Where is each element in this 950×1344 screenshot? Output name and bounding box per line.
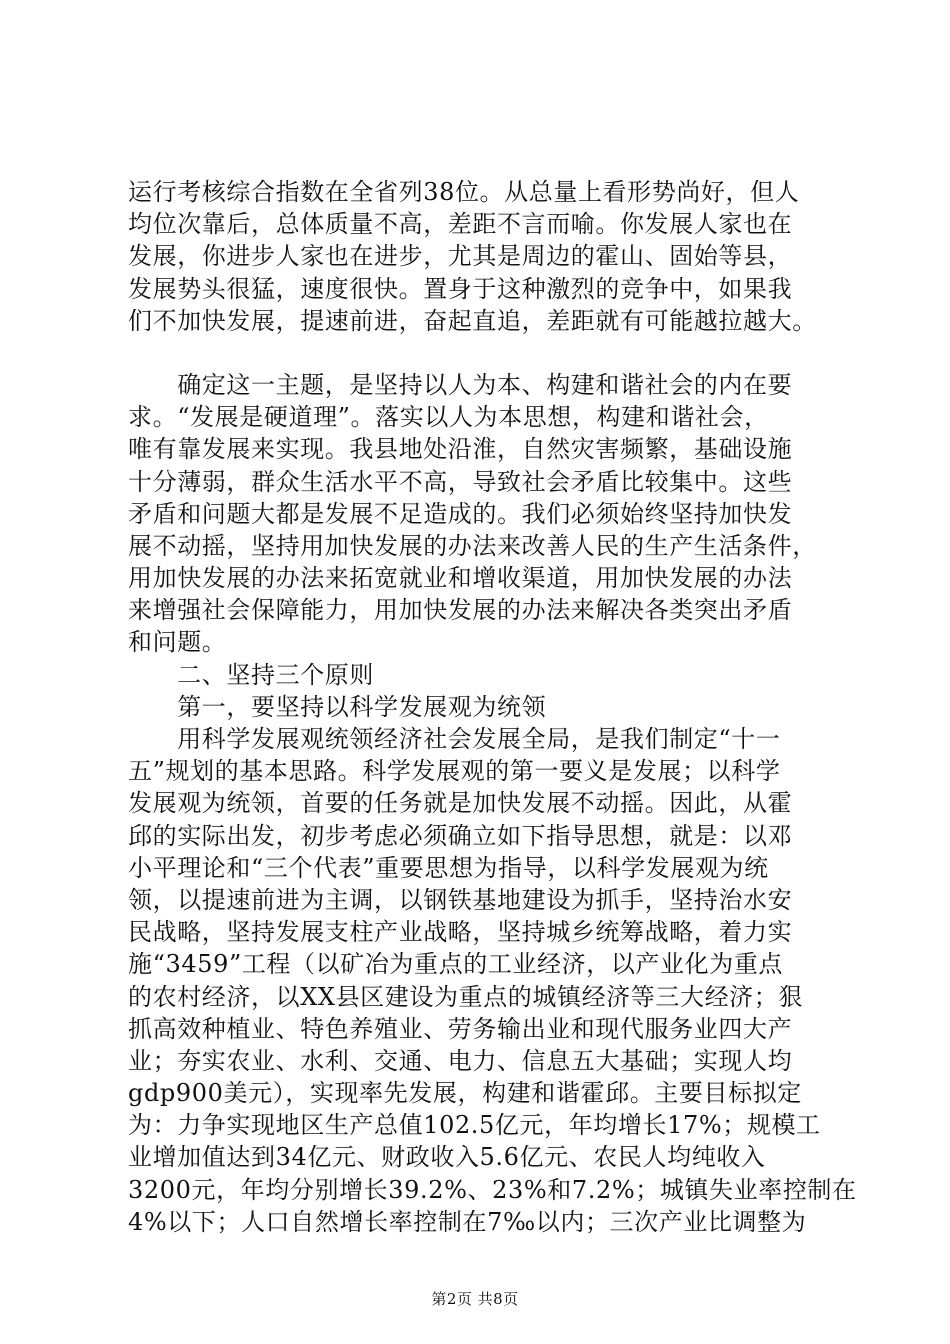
text-line: 3200元，年均分别增长39.2%、23%和7.2%；城镇失业率控制在 (128, 1175, 857, 1204)
page-number-footer: 第2页 共8页 (431, 1290, 519, 1308)
text-line: 展不动摇，坚持用加快发展的办法来改善人民的生产生活条件， (128, 531, 817, 560)
text-line: 均位次靠后，总体质量不高，差距不言而喻。你发展人家也在 (128, 210, 793, 239)
text-line: 确定这一主题，是坚持以人为本、构建和谐社会的内在要 (128, 370, 793, 399)
text-line: 运行考核综合指数在全省列38位。从总量上看形势尚好，但人 (128, 178, 800, 206)
text-line: 发展势头很猛，速度很快。置身于这种激烈的竞争中，如果我 (128, 274, 793, 303)
subsection-heading: 第一，要坚持以科学发展观为统领 (128, 692, 547, 721)
text-line: 求。“发展是硬道理”。落实以人为本思想，构建和谐社会， (128, 403, 769, 432)
text-line: 小平理论和“三个代表”重要思想为指导，以科学发展观为统 (128, 853, 769, 882)
paragraph-gap (128, 337, 840, 369)
text-line: gdp900美元），实现率先发展，构建和谐霍邱。主要目标拟定 (128, 1079, 802, 1108)
text-line: 五”规划的基本思路。科学发展观的第一要义是发展；以科学 (128, 757, 781, 786)
text-line: 施“3459”工程（以矿冶为重点的工业经济，以产业化为重点 (128, 950, 784, 979)
text-line: 发展，你进步人家也在进步，尤其是周边的霍山、固始等县， (128, 242, 793, 271)
text-line: 邱的实际出发，初步考虑必须确立如下指导思想，就是：以邓 (128, 821, 793, 850)
text-line: 发展观为统领，首要的任务就是加快发展不动摇。因此，从霍 (128, 789, 793, 818)
text-line: 抓高效种植业、特色养殖业、劳务输出业和现代服务业四大产 (128, 1014, 793, 1043)
text-line: 领，以提速前进为主调，以钢铁基地建设为抓手，坚持治水安 (128, 885, 793, 914)
text-line: 用科学发展观统领经济社会发展全局，是我们制定“十一 (128, 725, 781, 753)
text-line: 们不加快发展，提速前进，奋起直追，差距就有可能越拉越大。 (128, 306, 817, 335)
text-line: 十分薄弱，群众生活水平不高，导致社会矛盾比较集中。这些 (128, 467, 793, 496)
text-line: 和问题。 (128, 628, 227, 657)
section-heading: 二、坚持三个原则 (128, 660, 374, 689)
document-body (128, 176, 857, 1238)
text-line: 业增加值达到34亿元、财政收入5.6亿元、农民人均纯收入 (128, 1143, 766, 1172)
text-line: 用加快发展的办法来拓宽就业和增收渠道，用加快发展的办法 (128, 564, 793, 593)
text-line: 来增强社会保障能力，用加快发展的办法来解决各类突出矛盾 (128, 596, 793, 625)
text-line: 为：力争实现地区生产总值102.5亿元，年均增长17%；规模工 (128, 1111, 821, 1140)
text-line: 4%以下；人口自然增长率控制在7‰以内；三次产业比调整为 (128, 1207, 807, 1236)
text-line: 矛盾和问题大都是发展不足造成的。我们必须始终坚持加快发 (128, 499, 793, 528)
text-line: 业；夯实农业、水利、交通、电力、信息五大基础；实现人均 (128, 1046, 793, 1075)
text-line: 唯有靠发展来实现。我县地处沿淮，自然灾害频繁，基础设施 (128, 435, 793, 464)
text-line: 的农村经济，以XX县区建设为重点的城镇经济等三大经济；狠 (128, 982, 803, 1011)
text-line: 民战略，坚持发展支柱产业战略，坚持城乡统筹战略，着力实 (128, 918, 793, 947)
